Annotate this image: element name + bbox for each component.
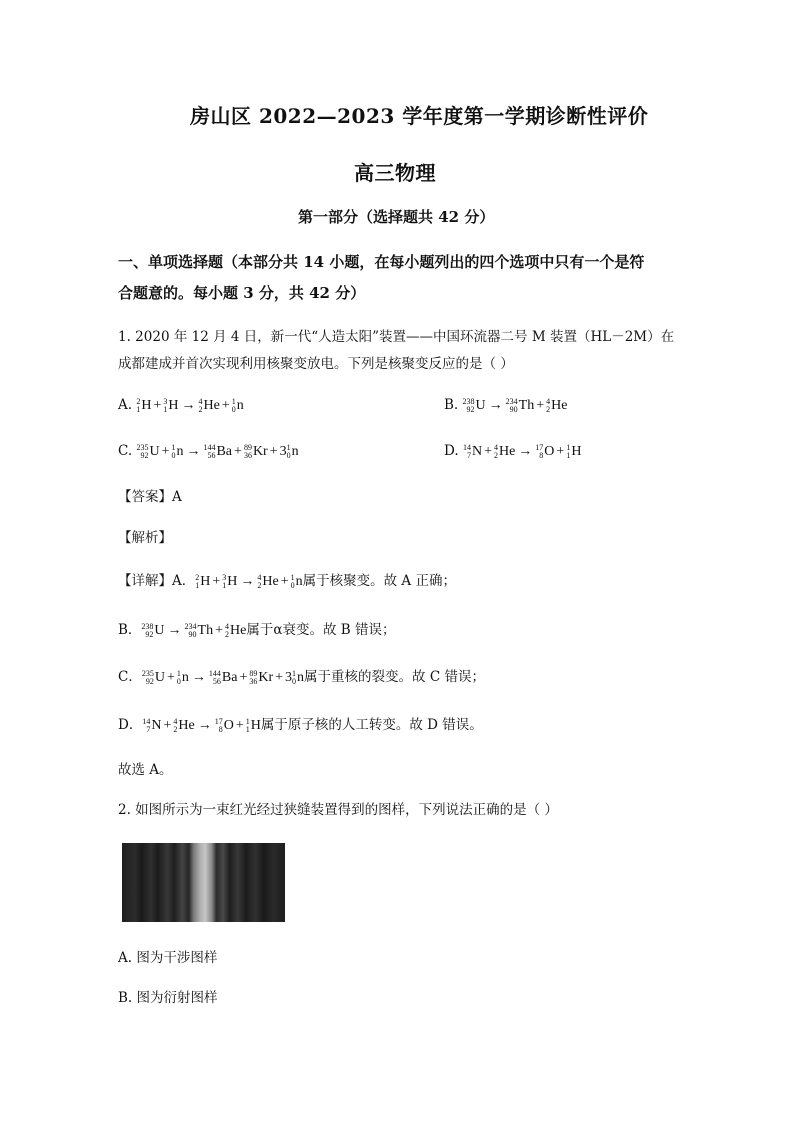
nuclide-H1: 1 1 H <box>566 442 582 460</box>
detail-label: B． <box>118 622 142 638</box>
detail-text: 属于α衰变。故 B 错误； <box>246 622 396 638</box>
nuclide-n1: 1 0 n <box>171 442 184 460</box>
nuclide-O17: 17 8 O <box>535 442 555 460</box>
formula-d: 14 7 N + 4 2 He → 17 8 O + 1 1 H <box>462 442 582 460</box>
q1-detail-a <box>118 571 456 592</box>
q1-option-a <box>118 397 244 414</box>
option-label: D. <box>444 443 459 459</box>
nuclide-He4: 4 2 He <box>225 621 247 639</box>
detail-label: 【详解】A． <box>118 573 196 589</box>
formula-c: 235 92 U + 1 0 n → 144 56 Ba + 89 36 Kr + 3 1 0 n <box>136 442 299 460</box>
q1-conclusion: 故选 A。 <box>118 762 173 778</box>
detail-label: D． <box>118 717 143 733</box>
detail-text: 属于原子核的人工转变。故 D 错误。 <box>260 717 483 733</box>
formula-detail-d: 14 7 N + 4 2 He → 17 8 O + 1 1 H <box>142 718 261 733</box>
nuclide-He4: 4 2 He <box>257 572 279 590</box>
nuclide-H1: 1 1 H <box>245 716 261 734</box>
option-label: B. <box>444 397 459 413</box>
page-title: 房山区 2022—2023 学年度第一学期诊断性评价 <box>190 104 649 128</box>
nuclide-N14: 14 7 N <box>462 442 483 460</box>
q1-detail-d <box>118 715 483 736</box>
q1-stem-line1: 1. 2020 年 12 月 4 日，新一代“人造太阳”装置——中国环流器二号 M 装置（HL－2M）在 <box>118 329 675 345</box>
q1-option-d <box>444 443 581 460</box>
nuclide-n1: 1 0 n <box>176 668 189 686</box>
q1-analysis-label: 【解析】 <box>118 530 172 546</box>
section-heading-line1: 一、单项选择题（本部分共 14 小题，在每小题列出的四个选项中只有一个是符 <box>118 253 645 271</box>
q1-stem-line2: 成都建成并首次实现利用核聚变放电。下列是核聚变反应的是（ ） <box>118 356 514 372</box>
nuclide-Ba144: 144 56 Ba <box>208 668 238 686</box>
q1-option-b <box>444 397 567 414</box>
nuclide-Ba144: 144 56 Ba <box>203 442 233 460</box>
nuclide-U235: 235 92 U <box>136 442 160 460</box>
nuclide-Th234: 234 90 Th <box>184 621 214 639</box>
subject-title: 高三物理 <box>354 161 436 185</box>
nuclide-N14: 14 7 N <box>142 716 162 734</box>
q1-answer: 【答案】A <box>118 489 182 505</box>
nuclide-Kr89: 89 36 Kr <box>249 668 274 686</box>
formula-detail-a: 2 1 H + 3 1 H → 4 2 He + 1 0 n <box>195 574 302 589</box>
nuclide-He4: 4 2 He <box>173 716 195 734</box>
q2-option-a: A. 图为干涉图样 <box>118 950 218 966</box>
nuclide-He4: 4 2 He <box>493 442 516 460</box>
q1-detail-b <box>118 620 395 641</box>
nuclide-Th234: 234 90 Th <box>505 396 535 414</box>
option-label: A. <box>118 397 133 413</box>
nuclide-n1: 1 0 n <box>290 572 303 590</box>
formula-a: 2 1 H + 3 1 H → 4 2 He + 1 0 n <box>136 396 244 414</box>
diffraction-pattern-image <box>122 843 285 922</box>
nuclide-U238: 238 92 U <box>462 396 486 414</box>
detail-label: C． <box>118 669 142 685</box>
nuclide-H3: 3 1 H <box>163 396 179 414</box>
option-label: C. <box>118 443 133 459</box>
q2-option-b: B. 图为衍射图样 <box>118 990 218 1006</box>
nuclide-He4: 4 2 He <box>546 396 568 414</box>
nuclide-H2: 2 1 H <box>136 396 152 414</box>
nuclide-Kr89: 89 36 Kr <box>243 442 268 460</box>
formula-detail-c: 235 92 U + 1 0 n → 144 56 Ba + 89 36 Kr + 3 1 0 n <box>142 670 304 685</box>
detail-text: 属于核聚变。故 A 正确； <box>302 573 456 589</box>
nuclide-n1: 1 0 n <box>231 396 244 414</box>
section-heading-line2: 合题意的。每小题 3 分，共 42 分） <box>118 284 366 302</box>
formula-b: 238 92 U → 234 90 Th + 4 2 He <box>462 396 568 414</box>
q1-option-c <box>118 443 299 460</box>
detail-text: 属于重核的裂变。故 C 错误； <box>304 669 485 685</box>
nuclide-n1: 3 1 0 n <box>279 442 299 460</box>
nuclide-U235: 235 92 U <box>141 668 165 686</box>
nuclide-He4: 4 2 He <box>198 396 220 414</box>
nuclide-U238: 238 92 U <box>141 621 165 639</box>
nuclide-H2: 2 1 H <box>195 572 211 590</box>
q1-detail-c <box>118 667 485 688</box>
part-heading: 第一部分（选择题共 42 分） <box>298 208 495 226</box>
nuclide-O17: 17 8 O <box>214 716 234 734</box>
nuclide-n1: 3 1 0 n <box>285 668 305 686</box>
q2-stem: 2. 如图所示为一束红光经过狭缝装置得到的图样，下列说法正确的是（ ） <box>118 802 558 818</box>
nuclide-H3: 3 1 H <box>222 572 238 590</box>
formula-detail-b: 238 92 U → 234 90 Th + 4 2 He <box>141 623 246 638</box>
